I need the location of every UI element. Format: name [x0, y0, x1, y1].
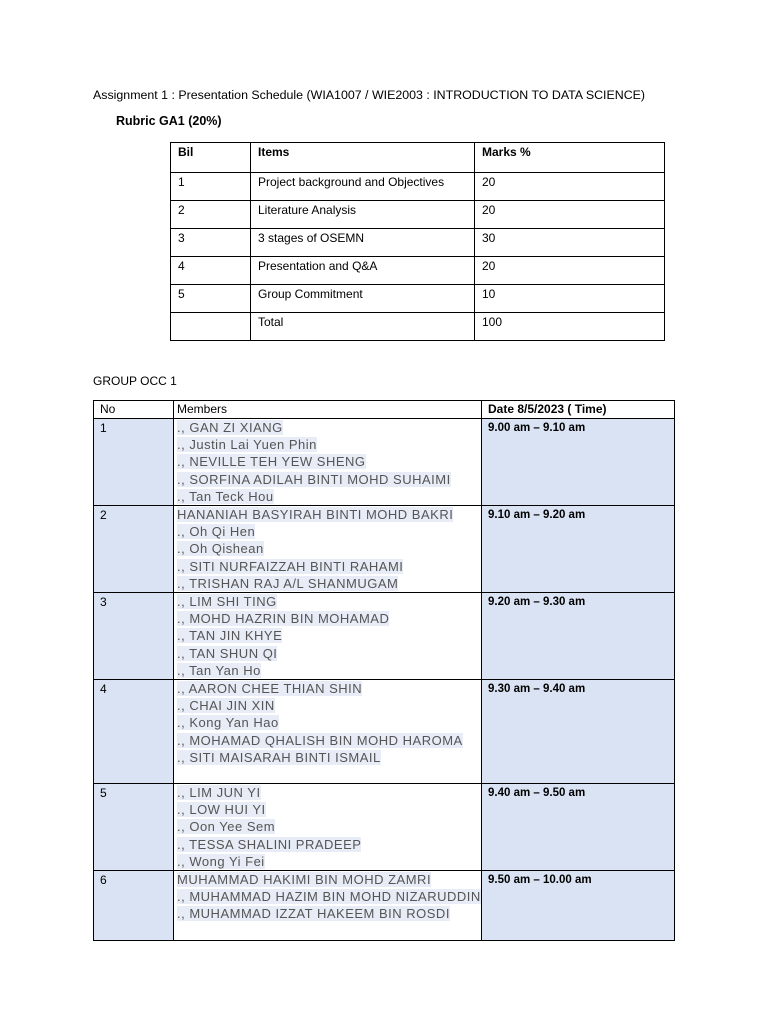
schedule-row — [94, 871, 675, 941]
rubric-bil: 4 — [171, 257, 251, 285]
time-slot: 9.20 am – 9.30 am — [482, 593, 675, 680]
member-name: ., LIM JUN YI — [177, 785, 261, 801]
rubric-header-bil: Bil — [171, 143, 251, 173]
group-number: 1 — [94, 419, 174, 506]
schedule-row — [94, 593, 675, 680]
group-number: 3 — [94, 593, 174, 680]
schedule-header-row — [94, 401, 675, 419]
rubric-item: Project background and Objectives — [251, 173, 475, 201]
member-name: ., TESSA SHALINI PRADEEP — [177, 836, 362, 852]
document-title: Assignment 1 : Presentation Schedule (WIA1007 / WIE2003 : INTRODUCTION TO DATA SCIENCE) — [93, 88, 646, 102]
rubric-bil: 5 — [171, 285, 251, 313]
time-slot: 9.50 am – 10.00 am — [482, 871, 675, 941]
member-name: ., SITI MAISARAH BINTI ISMAIL — [177, 749, 381, 765]
schedule-header-date: Date 8/5/2023 ( Time) — [482, 401, 675, 419]
member-name: ., MOHAMAD QHALISH BIN MOHD HAROMA — [177, 732, 463, 748]
time-slot: 9.30 am – 9.40 am — [482, 680, 675, 784]
member-name: ., Kong Yan Hao — [177, 715, 279, 731]
group-members — [174, 871, 482, 941]
rubric-table — [170, 142, 665, 341]
member-name: ., Tan Yan Ho — [177, 662, 261, 678]
schedule-row — [94, 680, 675, 784]
rubric-total-label: Total — [251, 313, 475, 341]
member-name: ., Justin Lai Yuen Phin — [177, 437, 317, 453]
group-number: 5 — [94, 784, 174, 871]
schedule-row — [94, 419, 675, 506]
member-name: ., TAN SHUN QI — [177, 645, 278, 661]
member-name: HANANIAH BASYIRAH BINTI MOHD BAKRI — [177, 507, 454, 523]
member-name: ., MOHD HAZRIN BIN MOHAMAD — [177, 611, 390, 627]
member-name: ., Oon Yee Sem — [177, 819, 276, 835]
member-name: ., TAN JIN KHYE — [177, 628, 283, 644]
rubric-bil: 3 — [171, 229, 251, 257]
rubric-row — [171, 173, 665, 201]
member-name: ., GAN ZI XIANG — [177, 420, 283, 435]
member-name: ., LOW HUI YI — [177, 802, 266, 818]
rubric-bil: 1 — [171, 173, 251, 201]
member-name: ., SORFINA ADILAH BINTI MOHD SUHAIMI — [177, 471, 451, 487]
schedule-row — [94, 784, 675, 871]
group-members — [174, 506, 482, 593]
member-name: ., SITI NURFAIZZAH BINTI RAHAMI — [177, 558, 404, 574]
rubric-marks: 10 — [475, 285, 665, 313]
rubric-total-row — [171, 313, 665, 341]
member-name: ., Oh Qi Hen — [177, 524, 256, 540]
group-number: 4 — [94, 680, 174, 784]
rubric-header-marks: Marks % — [475, 143, 665, 173]
rubric-row — [171, 257, 665, 285]
time-slot: 9.00 am – 9.10 am — [482, 419, 675, 506]
rubric-marks: 30 — [475, 229, 665, 257]
member-name: ., CHAI JIN XIN — [177, 698, 275, 714]
group-title: GROUP OCC 1 — [93, 374, 177, 388]
rubric-marks: 20 — [475, 201, 665, 229]
rubric-title: Rubric GA1 (20%) — [116, 114, 222, 128]
member-name: ., Wong Yi Fei — [177, 853, 265, 869]
rubric-item: Group Commitment — [251, 285, 475, 313]
schedule-header-no: No — [94, 401, 174, 419]
member-name: ., TRISHAN RAJ A/L SHANMUGAM — [177, 575, 399, 591]
member-name: ., MUHAMMAD HAZIM BIN MOHD NIZARUDDIN — [177, 889, 481, 905]
group-members — [174, 680, 482, 784]
member-name: ., AARON CHEE THIAN SHIN — [177, 681, 363, 697]
rubric-marks: 20 — [475, 257, 665, 285]
member-name: ., Tan Teck Hou — [177, 488, 274, 504]
group-members — [174, 784, 482, 871]
rubric-row — [171, 285, 665, 313]
group-number: 2 — [94, 506, 174, 593]
rubric-row — [171, 229, 665, 257]
member-name: ., NEVILLE TEH YEW SHENG — [177, 454, 366, 470]
rubric-item: Presentation and Q&A — [251, 257, 475, 285]
schedule-header-members: Members — [174, 401, 482, 419]
rubric-item: Literature Analysis — [251, 201, 475, 229]
time-slot: 9.10 am – 9.20 am — [482, 506, 675, 593]
rubric-header-items: Items — [251, 143, 475, 173]
rubric-row — [171, 201, 665, 229]
group-number: 6 — [94, 871, 174, 941]
rubric-bil — [171, 313, 251, 341]
group-members — [174, 419, 482, 506]
member-name: MUHAMMAD HAKIMI BIN MOHD ZAMRI — [177, 872, 432, 888]
member-name: ., LIM SHI TING — [177, 594, 277, 610]
rubric-item: 3 stages of OSEMN — [251, 229, 475, 257]
rubric-bil: 2 — [171, 201, 251, 229]
time-slot: 9.40 am – 9.50 am — [482, 784, 675, 871]
rubric-header-row — [171, 143, 665, 173]
rubric-marks: 20 — [475, 173, 665, 201]
schedule-row — [94, 506, 675, 593]
group-members — [174, 593, 482, 680]
member-name: ., MUHAMMAD IZZAT HAKEEM BIN ROSDI — [177, 906, 450, 922]
schedule-table — [93, 400, 675, 941]
rubric-total-marks: 100 — [475, 313, 665, 341]
member-name: ., Oh Qishean — [177, 541, 264, 557]
